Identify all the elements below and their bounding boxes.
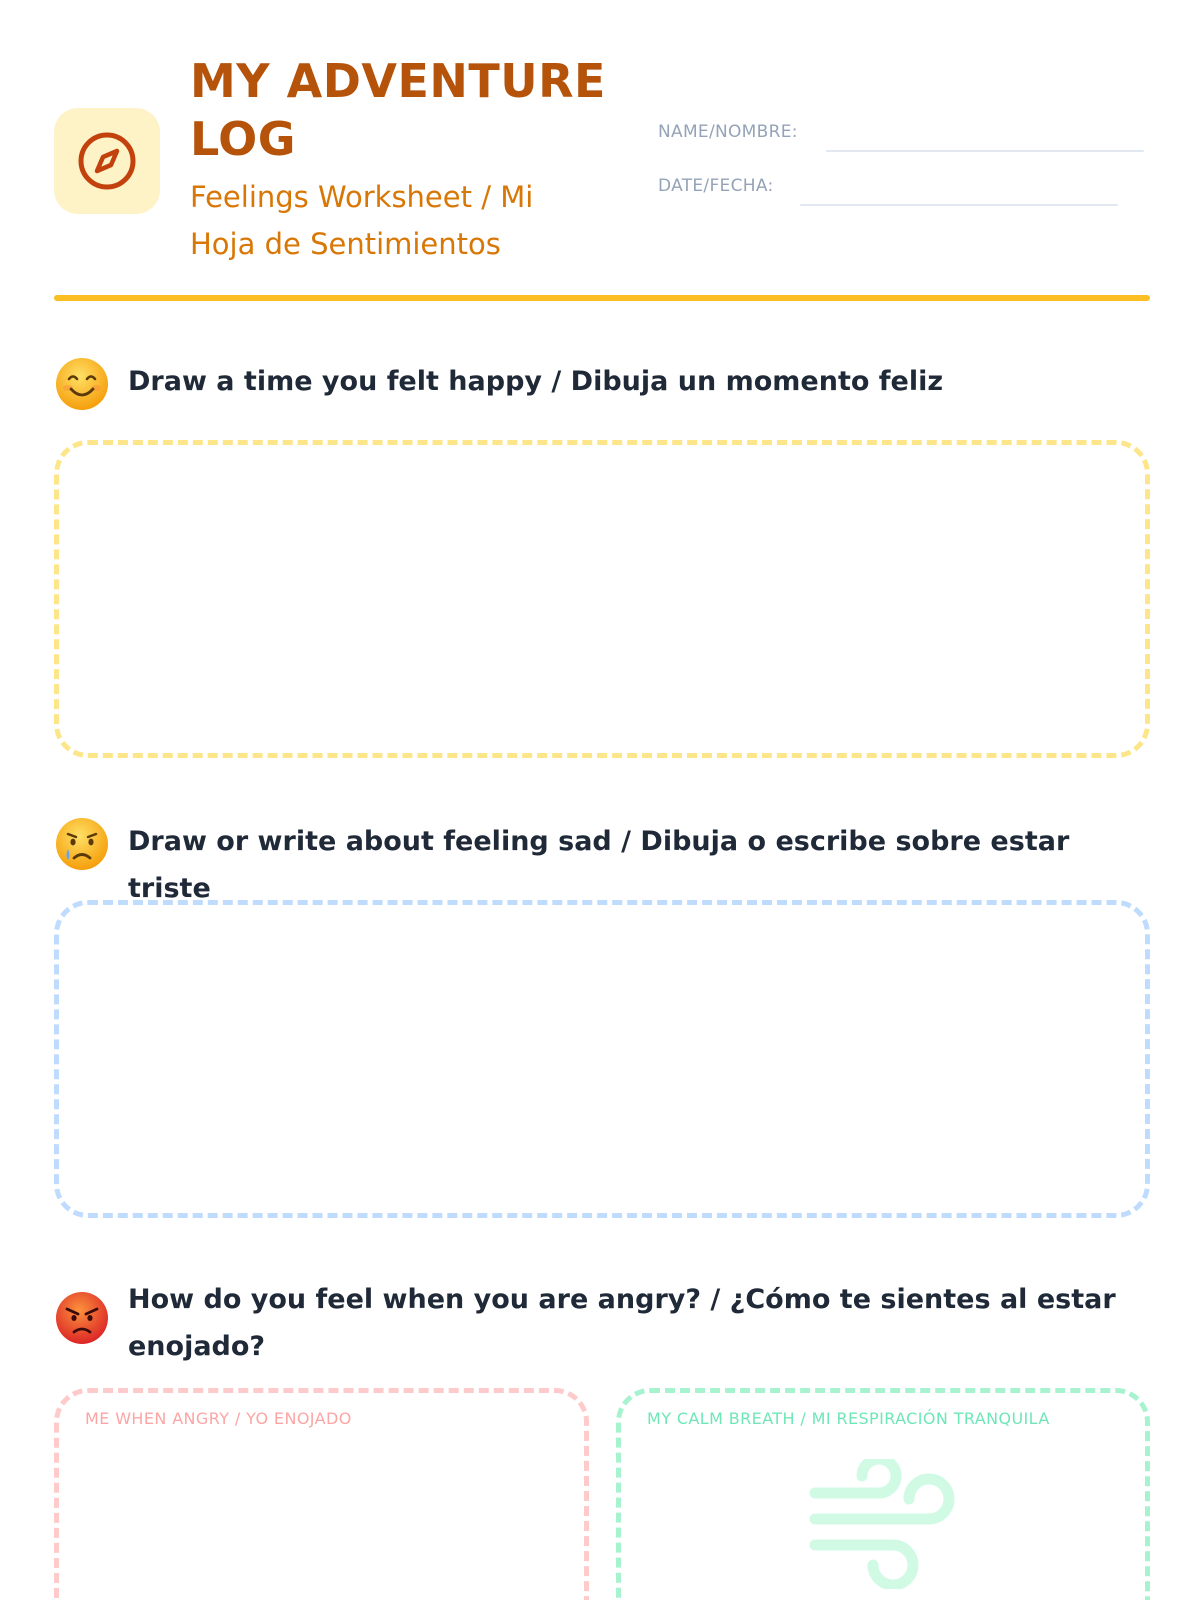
angry-box-label: ME WHEN ANGRY / YO ENOJADO — [85, 1409, 352, 1428]
prompt-happy — [54, 354, 1154, 414]
prompt-angry-text-line-1: How do you feel when you are angry? / ¿Cómo te sientes al estar — [128, 1284, 1116, 1315]
wind-icon — [809, 1459, 959, 1589]
happy-drawing-area[interactable] — [54, 440, 1150, 758]
title-block — [190, 52, 620, 268]
smiling-face-emoji — [54, 356, 110, 412]
page-title — [190, 52, 620, 168]
date-field — [658, 176, 1160, 206]
angry-drawing-area[interactable] — [54, 1388, 589, 1600]
date-write-line[interactable] — [800, 204, 1118, 206]
header-divider — [54, 295, 1150, 301]
page-title-line-2: LOG — [190, 112, 297, 166]
student-fields — [658, 122, 1160, 230]
worksheet-header — [54, 52, 1160, 302]
name-write-line[interactable] — [826, 150, 1144, 152]
prompt-sad — [54, 814, 1154, 904]
crying-face-emoji — [54, 816, 110, 872]
page-subtitle-line-2: Hoja de Sentimientos — [190, 227, 501, 261]
prompt-happy-text: Draw a time you felt happy / Dibuja un momento feliz — [128, 366, 944, 397]
compass-icon — [75, 129, 139, 193]
prompt-sad-text: Draw or write about feeling sad / Dibuja o escribe sobre estar triste — [128, 826, 1070, 904]
name-label: NAME/NOMBRE: — [658, 122, 798, 142]
calm-breath-area[interactable] — [616, 1388, 1150, 1600]
angry-face-emoji — [54, 1290, 110, 1346]
prompt-angry-text — [128, 1276, 1116, 1370]
page-subtitle — [190, 174, 620, 268]
calm-box-label: MY CALM BREATH / MI RESPIRACIÓN TRANQUILA — [647, 1409, 1050, 1428]
name-field — [658, 122, 1160, 152]
page-subtitle-line-1: Feelings Worksheet / Mi — [190, 180, 534, 214]
prompt-angry — [54, 1276, 1154, 1372]
prompt-angry-text-line-2: enojado? — [128, 1331, 266, 1362]
sad-drawing-area[interactable] — [54, 900, 1150, 1218]
date-label: DATE/FECHA: — [658, 176, 774, 196]
page-title-line-1: MY ADVENTURE — [190, 54, 606, 108]
logo-tile — [54, 108, 160, 214]
